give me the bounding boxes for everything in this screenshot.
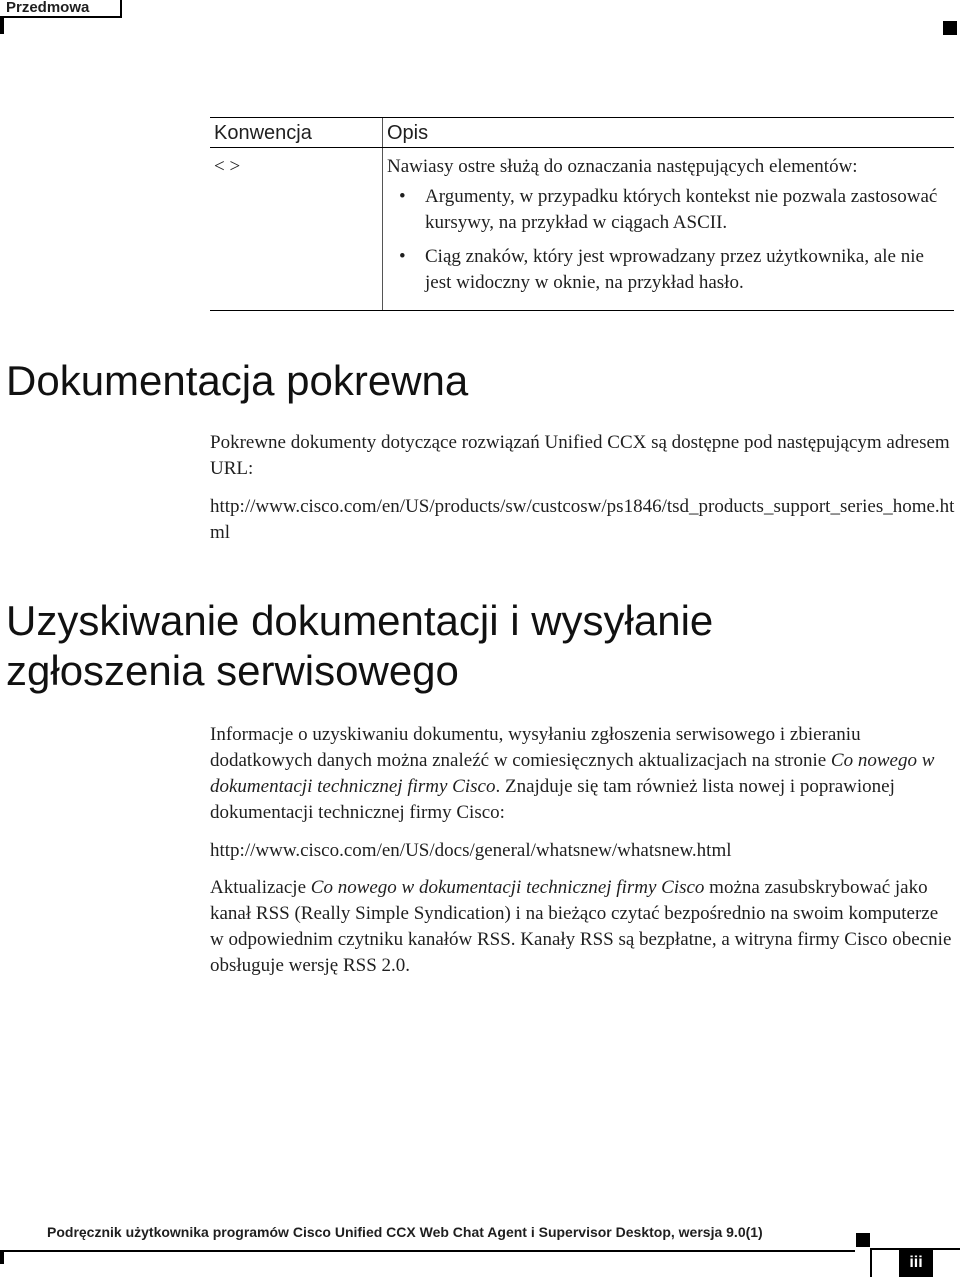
related-docs-text: Pokrewne dokumenty dotyczące rozwiązań Unified CCX są dostępne pod następującym adresem URL: [210,432,950,479]
footer-title: Podręcznik użytkownika programów Cisco Unified CCX Web Chat Agent i Supervisor Desktop, wersja 9.0(1) [47,1224,763,1240]
bullet-list [387,184,954,296]
conventions-table [210,117,954,311]
section-tab: Przedmowa [0,0,122,18]
corner-marker [943,21,957,35]
table-row [210,148,954,311]
convention-description [383,148,955,311]
footer-marker [856,1233,870,1247]
obtaining-docs-paragraph-2: Aktualizacje Co nowego w dokumentacji technicznej firmy Cisco można zasubskrybować jako kanał RSS (Really Simple Syndication) i na bieżąco czytać bezpośrednio na swoim komputerze w odpowiednim czytniku kanałów RSS. Kanały RSS są bezpłatne, a witryna firmy Cisco obecnie obsługuje wersję RSS 2.0. [210,877,952,976]
top-rule [0,18,4,34]
list-item: • Ciąg znaków, który jest wprowadzany przez użytkownika, ale nie jest widoczny w oknie, na przykład hasło. [425,244,954,296]
convention-key: < > [210,148,383,311]
obtaining-docs-paragraph-1: Informacje o uzyskiwaniu dokumentu, wysyłaniu zgłoszenia serwisowego i zbieraniu dodatkowych danych można znaleźć w comiesięcznych aktualizacjach na stronie Co nowego w dokumentacji technicznej firmy Cisco. Znajduje się tam również lista nowej i poprawionej dokumentacji technicznej firmy Cisco: [210,724,935,823]
footer-tick [0,1250,4,1264]
footer-rule [0,1250,855,1252]
publication-title: Co nowego w dokumentacji technicznej firmy Cisco [210,750,935,797]
related-docs-link[interactable]: http://www.cisco.com/en/US/products/sw/custcosw/ps1846/tsd_products_support_series_home.html [210,496,955,543]
heading-related-docs: Dokumentacja pokrewna [6,357,469,404]
heading-obtaining-docs: Uzyskiwanie dokumentacji i wysyłanie zgłoszenia serwisowego [6,597,714,694]
column-header-convention: Konwencja [210,118,383,148]
column-header-description: Opis [383,118,955,148]
publication-title: Co nowego w dokumentacji technicznej firmy Cisco [310,877,705,898]
list-item: • Argumenty, w przypadku których kontekst nie pozwala zastosować kursywy, na przykład w ciągach ASCII. [425,184,954,236]
page-number: iii [899,1249,933,1277]
description-intro: Nawiasy ostre służą do oznaczania następujących elementów: [387,156,858,177]
whatsnew-link[interactable]: http://www.cisco.com/en/US/docs/general/whatsnew/whatsnew.html [210,840,732,861]
